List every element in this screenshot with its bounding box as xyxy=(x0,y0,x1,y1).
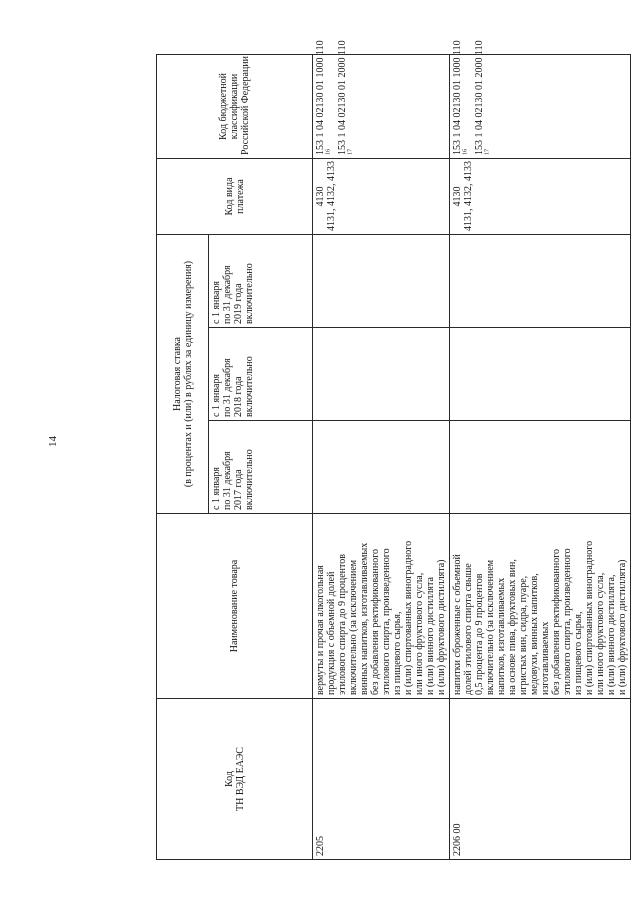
cell-rate-2017 xyxy=(450,421,631,514)
cell-name: вермуты и прочая алкогольная продукция с объемной долей этилового спирта до 9 процентов включительно (за исключением винных напитков, изготавливаемых без добавления ректификованного этилового спирта, произведенного из пищевого сырья, и (или) спиртованных виноградного или иного фруктового сусла, и (или) винного дистиллята и (или) фруктового дистиллята) xyxy=(313,514,450,699)
cell-payment-type: 4130 4131, 4132, 4133 xyxy=(450,158,631,234)
tax-rate-table xyxy=(156,40,631,860)
header-budget-code: Код бюджетной классификации Российской Федерации xyxy=(157,54,313,158)
cell-code: 2206 00 xyxy=(450,699,631,860)
cell-code: 2205 xyxy=(313,699,450,860)
footnote-ref: 17 xyxy=(484,148,491,155)
header-period-2019: с 1 января по 31 декабря 2019 года включительно xyxy=(209,234,313,327)
header-payment-type: Код вида платежа xyxy=(157,158,313,234)
header-code: Код ТН ВЭД ЕАЭС xyxy=(157,699,313,860)
cell-rate-2019 xyxy=(450,234,631,327)
page-number: 14 xyxy=(47,436,59,447)
cell-rate-2017 xyxy=(313,421,450,514)
cell-rate-2018 xyxy=(450,328,631,421)
cell-budget-code: 153 1 04 02130 01 1000 110 $^{16}$ 153 1 04 02130 01 2000 110 $^{17}$ xyxy=(313,54,450,158)
cell-budget-code: 153 1 04 02130 01 1000 110 $^{16}$ 153 1 04 02130 01 2000 110 $^{17}$ xyxy=(450,54,631,158)
table-row xyxy=(313,54,450,859)
header-period-2017: с 1 января по 31 декабря 2017 года включительно xyxy=(209,421,313,514)
table-row xyxy=(450,54,631,859)
cell-name: напитки сброженные с объемной долей этилового спирта свыше 0,5 процента до 9 процентов включительно (за исключением напитков, изготавливаемых на основе пива, фруктовых вин, игристых вин, сидра, пуаре, медовухи, винных напитков, изготавливаемых без добавления ректификованного этилового спирта, произведенного из пищевого сырья, и (или) спиртованных виноградного или иного фруктового сусла, и (или) винного дистиллята, и (или) фруктового дистиллята) xyxy=(450,514,631,699)
header-name: Наименование товара xyxy=(157,514,313,699)
footnote-ref: 16 xyxy=(462,148,469,155)
header-rate-group: Налоговая ставка (в процентах и (или) в рублях за единицу измерения) xyxy=(157,234,209,513)
header-period-2018: с 1 января по 31 декабря 2018 года включительно xyxy=(209,328,313,421)
cell-rate-2019 xyxy=(313,234,450,327)
footnote-ref: 16 xyxy=(325,148,332,155)
header-row-top xyxy=(157,54,209,859)
tax-rate-table-container xyxy=(156,40,628,860)
cell-rate-2018 xyxy=(313,328,450,421)
cell-payment-type: 4130 4131, 4132, 4133 xyxy=(313,158,450,234)
footnote-ref: 17 xyxy=(347,148,354,155)
